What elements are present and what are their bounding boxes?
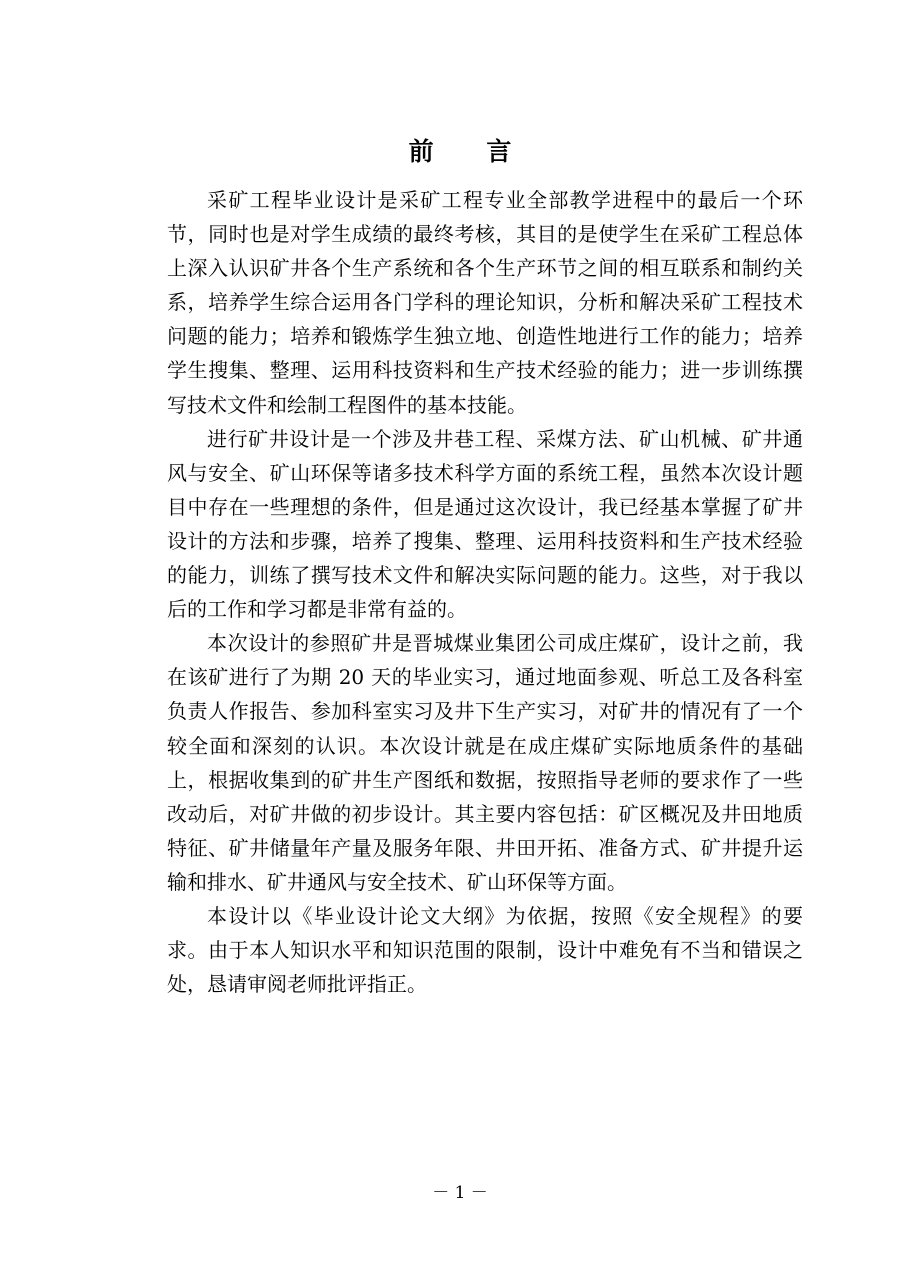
paragraph-1: 采矿工程毕业设计是采矿工程专业全部教学进程中的最后一个环节，同时也是对学生成绩的最终考核，其目的是使学生在采矿工程总体上深入认识矿井各个生产系统和各个生产环节之间的相互联系和制约关系，培养学生综合运用各门学科的理论知识，分析和解决采矿工程技术问题的能力；培养和锻炼学生独立地、创造性地进行工作的能力；培养学生搜集、整理、运用科技资料和生产技术经验的能力；进一步训练撰写技术文件和绘制工程图件的基本技能。 (167, 188, 803, 417)
paragraph-2: 进行矿井设计是一个涉及井巷工程、采煤方法、矿山机械、矿井通风与安全、矿山环保等诸多技术科学方面的系统工程，虽然本次设计题目中存在一些理想的条件，但是通过这次设计，我已经基本掌握了矿井设计的方法和步骤，培养了搜集、整理、运用科技资料和生产技术经验的能力，训练了撰写技术文件和解决实际问题的能力。这些，对于我以后的工作和学习都是非常有益的。 (167, 426, 803, 622)
page-number: － 1 － (432, 1183, 488, 1203)
body-text (167, 183, 803, 1001)
paragraph-3: 本次设计的参照矿井是晋城煤业集团公司成庄煤矿，设计之前，我在该矿进行了为期 20 天的毕业实习，通过地面参观、听总工及各科室负责人作报告、参加科室实习及井下生产实习，对矿井的情况有了一个较全面和深刻的认识。本次设计就是在成庄煤矿实际地质条件的基础上，根据收集到的矿井生产图纸和数据，按照指导老师的要求作了一些改动后，对矿井做的初步设计。其主要内容包括：矿区概况及井田地质特征、矿井储量年产量及服务年限、井田开拓、准备方式、矿井提升运输和排水、矿井通风与安全技术、矿山环保等方面。 (167, 631, 803, 894)
paragraph-4: 本设计以《毕业设计论文大纲》为依据，按照《安全规程》的要求。由于本人知识水平和知识范围的限制，设计中难免有不当和错误之处，恳请审阅老师批评指正。 (167, 903, 803, 997)
page-title: 前 言 (408, 137, 534, 166)
